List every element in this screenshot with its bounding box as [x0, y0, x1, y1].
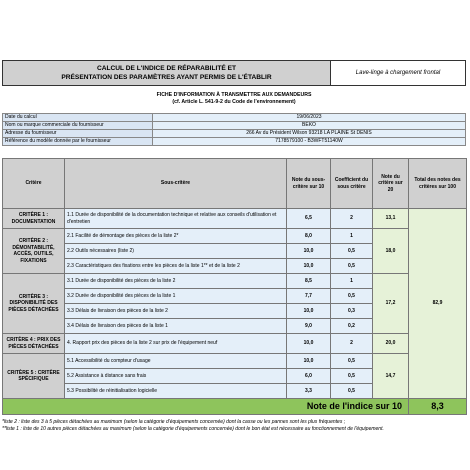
sous-critere-cell: 1.1 Durée de disponibilité de la documentation technique et relative aux conseils d'utilisation et d'entretien	[65, 209, 287, 229]
note-cell: 6,5	[287, 209, 331, 229]
repairability-sheet	[2, 60, 466, 433]
note-critere-cell: 18,0	[373, 229, 409, 274]
note-cell: 8,5	[287, 274, 331, 289]
critere-cell: CRITÈRE 2 : DÉMONTABILITÉ, ACCÈS, OUTILS, FIXATIONS	[3, 229, 65, 274]
col-sous-critere: Sous-critère	[65, 159, 287, 209]
info-value: 7178579100 - B3WFT51140W	[153, 138, 466, 146]
info-value: 266 Av du Président Wilson 93218 LA PLAINE St DENIS	[153, 130, 466, 138]
note-cell: 6,0	[287, 369, 331, 384]
info-row	[3, 122, 466, 130]
table-row	[3, 354, 467, 369]
footnote-liste-2: *liste 2 : liste des 3 à 5 pièces détachées au maximum (selon la catégorie d'équipements concernée) dont la casse ou les pannes sont les plus fréquentes ;	[2, 419, 346, 425]
score-table-header	[3, 159, 467, 209]
col-coef: Coefficient du sous critère	[331, 159, 373, 209]
sous-critere-cell: 4. Rapport prix des pièces de la liste 2 sur prix de l'équipement neuf	[65, 334, 287, 354]
sous-critere-cell: 3.4 Délais de livraison des pièces de la liste 1	[65, 319, 287, 334]
info-row	[3, 114, 466, 122]
sous-critere-cell: 2.1 Facilité de démontage des pièces de la liste 2*	[65, 229, 287, 244]
critere-cell: CRITÈRE 5 : CRITÈRE SPÉCIFIQUE	[3, 354, 65, 399]
coef-cell: 1	[331, 274, 373, 289]
critere-cell: CRITÈRE 3 : DISPONIBILITÉ DES PIÈCES DÉTACHÉES	[3, 274, 65, 334]
coef-cell: 0,5	[331, 369, 373, 384]
coef-cell: 2	[331, 209, 373, 229]
info-label: Nom ou marque commerciale du fournisseur	[3, 122, 153, 130]
note-cell: 10,0	[287, 259, 331, 274]
col-critere: Critère	[3, 159, 65, 209]
table-row	[3, 209, 467, 229]
col-total: Total des notes des critères sur 100	[409, 159, 467, 209]
supplier-info-table	[2, 113, 466, 146]
header-banner	[2, 60, 466, 86]
sous-critere-cell: 3.1 Durée de disponibilité des pièces de la liste 2	[65, 274, 287, 289]
coef-cell: 0,5	[331, 384, 373, 399]
info-row	[3, 130, 466, 138]
info-value: 19/06/2023	[153, 114, 466, 122]
header-title	[3, 61, 331, 85]
coef-cell: 0,5	[331, 259, 373, 274]
table-row	[3, 229, 467, 244]
note-critere-cell: 14,7	[373, 354, 409, 399]
note-cell: 9,0	[287, 319, 331, 334]
coef-cell: 0,2	[331, 319, 373, 334]
note-critere-cell: 20,0	[373, 334, 409, 354]
score-table	[2, 158, 467, 415]
note-critere-cell: 13,1	[373, 209, 409, 229]
note-cell: 7,7	[287, 289, 331, 304]
sous-critere-cell: 5.3 Possibilité de réinitialisation logicielle	[65, 384, 287, 399]
info-row	[3, 138, 466, 146]
final-score-value: 8,3	[409, 399, 467, 415]
fiche-line1: FICHE D'INFORMATION À TRANSMETTRE AUX DEMANDEURS	[156, 92, 312, 98]
info-label: Adresse du fournisseur	[3, 130, 153, 138]
sous-critere-cell: 3.2 Durée de disponibilité des pièces de la liste 1	[65, 289, 287, 304]
note-cell: 8,0	[287, 229, 331, 244]
sous-critere-cell: 2.2 Outils nécessaires (liste 2)	[65, 244, 287, 259]
note-cell: 3,3	[287, 384, 331, 399]
critere-cell: CRITÈRE 1 : DOCUMENTATION	[3, 209, 65, 229]
footnotes	[2, 419, 466, 433]
coef-cell: 0,5	[331, 244, 373, 259]
fiche-title	[2, 92, 466, 106]
table-row	[3, 334, 467, 354]
table-row	[3, 274, 467, 289]
header-title-line1: CALCUL DE L'INDICE DE RÉPARABILITÉ ET	[96, 65, 237, 72]
coef-cell: 0,3	[331, 304, 373, 319]
sous-critere-cell: 5.1 Accessibilité du compteur d'usage	[65, 354, 287, 369]
coef-cell: 2	[331, 334, 373, 354]
sous-critere-cell: 3.3 Délais de livraison des pièces de la liste 2	[65, 304, 287, 319]
coef-cell: 0,5	[331, 354, 373, 369]
product-type: Lave-linge à chargement frontal	[355, 70, 441, 76]
footnote-liste-1: **liste 1 : liste de 10 autres pièces détachées au maximum (selon la catégorie d'équipements concernée) dont le bon état est nécessaire au fonctionnement de l'équipement.	[2, 426, 384, 432]
note-cell: 10,0	[287, 334, 331, 354]
note-critere-cell: 17,2	[373, 274, 409, 334]
coef-cell: 1	[331, 229, 373, 244]
note-cell: 10,0	[287, 244, 331, 259]
sous-critere-cell: 2.3 Caractéristiques des fixations entre les pièces de la liste 1** et de la liste 2	[65, 259, 287, 274]
col-note-critere: Note du critère sur 20	[373, 159, 409, 209]
note-cell: 10,0	[287, 304, 331, 319]
info-value: BEKO	[153, 122, 466, 130]
fiche-line2: (cf. Article L. 541-9-2 du Code de l'environnement)	[172, 99, 296, 105]
final-score-row	[3, 399, 467, 415]
coef-cell: 0,5	[331, 289, 373, 304]
note-cell: 10,0	[287, 354, 331, 369]
info-label: Référence du modèle donnée par le fournisseur	[3, 138, 153, 146]
critere-cell: CRITÈRE 4 : PRIX DES PIÈCES DÉTACHÉES	[3, 334, 65, 354]
col-note-sous: Note du sous-critère sur 10	[287, 159, 331, 209]
header-title-line2: PRÉSENTATION DES PARAMÈTRES AYANT PERMIS DE L'ÉTABLIR	[61, 74, 272, 81]
sous-critere-cell: 5.2 Assistance à distance sans frais	[65, 369, 287, 384]
total-score-cell: 82,9	[409, 209, 467, 399]
info-label: Date du calcul	[3, 114, 153, 122]
final-score-label: Note de l'indice sur 10	[3, 399, 409, 415]
